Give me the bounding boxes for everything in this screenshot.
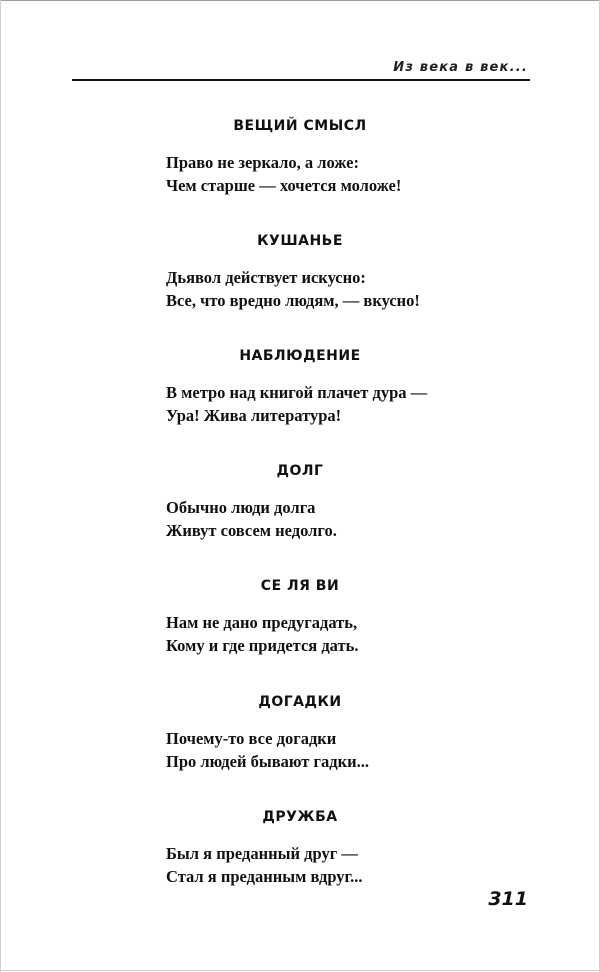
poem-line: Обычно люди долга <box>166 498 316 517</box>
poem-line: Чем старше — хочется моложе! <box>166 176 402 195</box>
poem-line: Дьявол действует искусно: <box>166 268 366 287</box>
poem-title: СЕ ЛЯ ВИ <box>260 578 340 594</box>
poem-line: Про людей бывают гадки... <box>166 752 370 771</box>
poem-line: Кому и где придется дать. <box>166 636 359 655</box>
running-head: Из века в век... <box>393 60 528 75</box>
poem-line: Нам не дано предугадать, <box>166 613 358 632</box>
poem-line: Был я преданный друг — <box>166 844 358 863</box>
poem-title: ДРУЖБА <box>262 809 338 825</box>
poem-line: Ура! Жива литература! <box>166 406 342 425</box>
page-border-bottom <box>0 970 600 971</box>
page-number: 311 <box>488 888 528 910</box>
poem-title: ДОГАДКИ <box>258 694 342 710</box>
poem-title: ВЕЩИЙ СМЫСЛ <box>233 118 367 134</box>
poem-line: В метро над книгой плачет дура — <box>166 383 428 402</box>
poem-line: Почему-то все догадки <box>166 729 337 748</box>
header-rule <box>72 79 530 81</box>
page-border-top <box>0 0 600 1</box>
poem-line: Право не зеркало, а ложе: <box>166 153 359 172</box>
poem-line: Все, что вредно людям, — вкусно! <box>166 291 420 310</box>
poem-line: Живут совсем недолго. <box>166 521 337 540</box>
poem-title: НАБЛЮДЕНИЕ <box>239 348 361 364</box>
poem-line: Стал я преданным вдруг... <box>166 867 363 886</box>
poem-title: КУШАНЬЕ <box>257 233 343 249</box>
poem-title: ДОЛГ <box>276 463 324 479</box>
page-border-left <box>0 0 1 972</box>
